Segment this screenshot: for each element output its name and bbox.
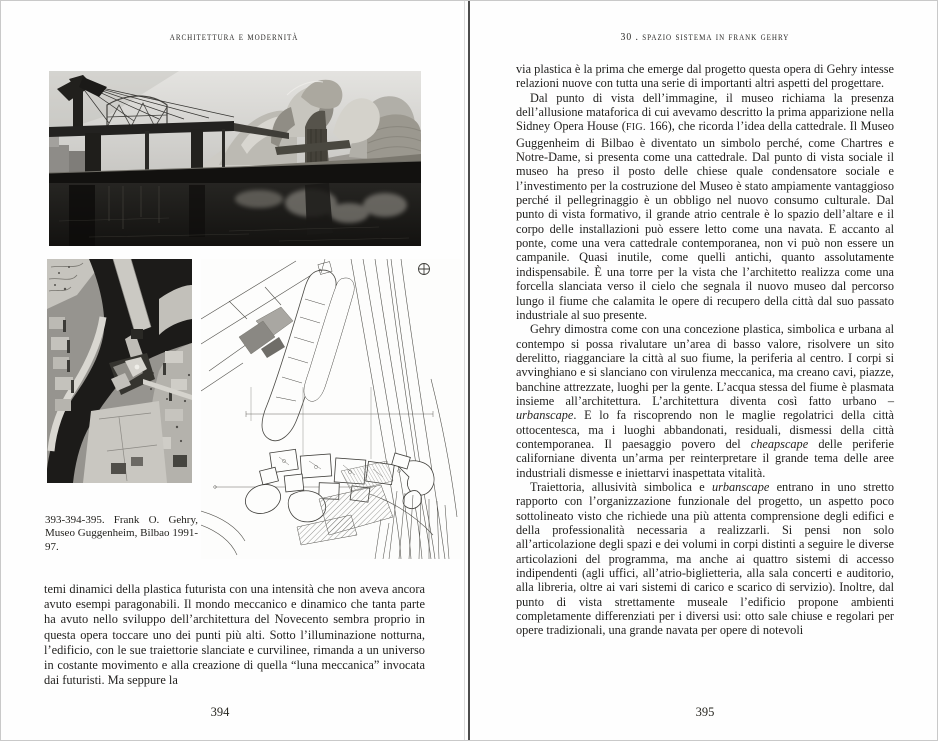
paragraph: Dal punto di vista dell’immagine, il museo richiama la presenza dell’allusione mataforica di cui avevamo descritto la prima apparizione nella Sidney Opera House (FIG. 166), che ricorda l’idea della cattedrale. Il Museo Guggenheim di Bilbao è diventato un simbolo perché, come Chartres e Notre-Dame, si presenta come una cattedrale. Dal punto di vista sociale il museo ha preso il posto delle chiese quale condensatore sociale e l’investimento per la costruzione del Museo è stato ampiamente vantaggioso perché il pellegrinaggio è un obbligo nel nuovo consumo culturale. Dal punto di vista formativo, il grande atrio centrale è lo spazio dell’altare e il corpo delle installazioni può essere letto come una navata. E accanto al ponte, come una vera cattedrale contemporanea, non vi può non essere un campanile. Quasi inutile, come quelli antichi, quanto assolutamente indispensabile. È una torre per la vista che l’architetto realizza come una forcella slanciata verso il cielo che segnala il nuovo museo dal percorso lungo il fiume che calamita le opere di recupero della città dal suo passato industriale al suo presente.	[516, 90, 894, 322]
body-text-left	[44, 582, 425, 688]
paragraph: Traiettoria, allusività simbolica e urbanscape entrano in uno stretto rapporto con l’organizzazione funzionale del progetto, un aspetto poco sottolineato visto che richiede una più attenta comprensione degli edifici e della professionalità necessaria a realizzarli. Si pensi non solo all’articolazione degli spazi e dei volumi in corpi distinti a seguire le diverse articolazioni del programma, ma anche ai quattro sistemi di accesso indipendenti (agli uffici, all’atrio-biglietteria, alla sala concerti e auditorio, alla libreria, oltre ai vari sistemi di carico e scarico di servizio). Inoltre, dal punto di vista strettamente museale l’edificio propone ambienti completamente differenziati per i diversi usi: otto sale chiuse e regolari per opere tradizionali, una grande navata per opere di notevoli	[516, 479, 894, 638]
site-plan-illustration	[201, 259, 461, 559]
running-head-right-text: 30 . spazio sistema in frank gehry	[620, 31, 790, 43]
paragraph: Gehry dimostra come con una concezione plastica, simbolica e urbana al contempo si possa rivalutare un’area di basso valore, risolvere un sito derelitto, riagganciare la città al suo fiume, la periferia al centro. I corpi si avvinghiano e si slanciano con virulenza meccanica, ma creano cavi, piazze, banchine attrezzate, luoghi per la gente. L’acqua stessa del fiume è plasmata insieme all’architettura. L’architettura diventa così fatto urbano – urbanscape. E lo fa riscoprendo non le maglie regolatrici della città ottocentesca, ma i luoghi abbandonati, residuali, dismessi della città contemporanea. Il paesaggio povero del cheapscape delle periferie californiane diventa un’arma per reinterpretare il grande tema delle aree industriali dismesse e iniettarvi inaspettata vitalità.	[516, 322, 895, 480]
figure-aerial-photo	[47, 259, 192, 483]
body-text-right	[516, 62, 894, 638]
aerial-photo-illustration	[47, 259, 192, 483]
paragraph: via plastica è la prima che emerge dal progetto questa opera di Gehry intesse relazioni nuove con tutta una serie di importanti altri aspetti del progettare.	[516, 62, 894, 91]
left-page	[1, 1, 468, 741]
compass-icon	[419, 264, 430, 275]
running-head-left	[44, 31, 424, 43]
figure-site-plan	[201, 259, 461, 559]
figure-night-photo	[49, 71, 421, 246]
page-number-left: 394	[210, 705, 230, 719]
page-number-right: 395	[695, 705, 715, 719]
paragraph: temi dinamici della plastica futurista con una intensità che non aveva ancora avuto esempi paragonabili. Il mondo meccanico e dinamico che tanta parte ha avuto nello sviluppo dell’architettura del Novecento sembra proprio in questa opera toccare uno dei punti più alti. Sotto l’illuminazione notturna, l’edificio, con le sue traiettorie slanciate e curvilinee, rimanda a un universo in costante movimento e alla creazione di quella “luna meccanica” invocata dai futuristi. Ma seppure la	[44, 582, 425, 688]
figure-caption: 393-394-395. Frank O. Gehry, Museo Guggenheim, Bilbao 1991-97.	[45, 514, 198, 553]
night-photo-illustration	[49, 71, 421, 246]
page-gutter-line	[468, 1, 470, 740]
running-head-right	[516, 31, 894, 43]
right-page	[471, 1, 938, 741]
running-head-left-text: architettura e modernità	[169, 31, 299, 43]
